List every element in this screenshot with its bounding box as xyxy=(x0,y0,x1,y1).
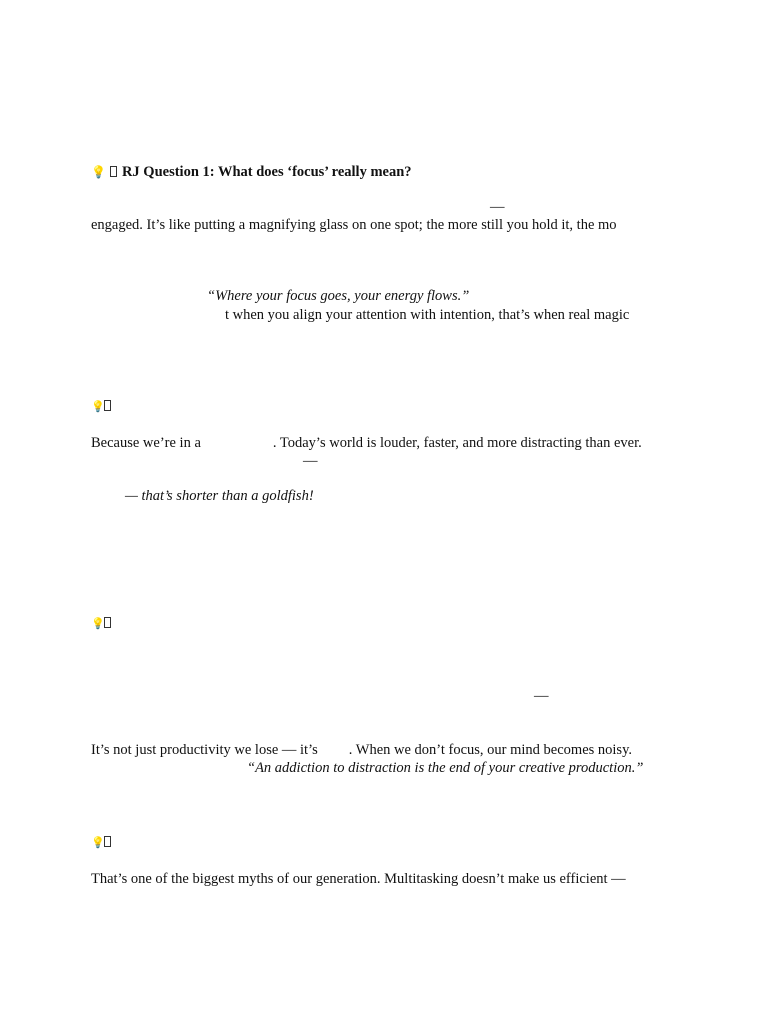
section-3-icons xyxy=(91,614,111,633)
quote-focus-energy: “Where your focus goes, your energy flows.” xyxy=(207,288,470,304)
paragraph-line: engaged. It’s like putting a magnifying glass on one spot; the more still you hold it, the mo xyxy=(91,217,617,233)
paragraph-text: It’s not just productivity we lose — it’s xyxy=(91,742,318,758)
lightbulb-icon: 💡 xyxy=(91,837,105,849)
quote-distraction: “An addiction to distraction is the end of your creative production.” xyxy=(247,760,644,776)
em-dash: — xyxy=(303,453,318,469)
section-2-icons xyxy=(91,397,111,416)
paragraph-text: . Today’s world is louder, faster, and more distracting than ever. xyxy=(272,435,642,451)
missing-glyph-icon xyxy=(104,617,111,628)
question-1-heading-text: RJ Question 1: What does ‘focus’ really mean? xyxy=(121,164,412,180)
missing-glyph-icon xyxy=(110,166,117,177)
paragraph-line xyxy=(91,741,632,759)
lightbulb-icon: 💡 xyxy=(91,401,105,413)
question-1-heading xyxy=(91,163,412,181)
section-4-icons xyxy=(91,833,111,852)
lightbulb-icon: 💡 xyxy=(91,163,117,181)
missing-glyph-icon xyxy=(104,836,111,847)
paragraph-line xyxy=(91,434,642,452)
paragraph-line: That’s one of the biggest myths of our generation. Multitasking doesn’t make us efficient — xyxy=(91,871,626,887)
paragraph-text: Because we’re in a xyxy=(91,435,201,451)
paragraph-text: . When we don’t focus, our mind becomes noisy. xyxy=(348,742,633,758)
missing-glyph-icon xyxy=(104,400,111,411)
em-dash: — xyxy=(534,688,549,704)
paragraph-line: t when you align your attention with intention, that’s when real magic xyxy=(225,307,630,323)
lightbulb-icon: 💡 xyxy=(91,618,105,630)
goldfish-remark: — that’s shorter than a goldfish! xyxy=(125,488,314,504)
em-dash: — xyxy=(490,199,505,215)
